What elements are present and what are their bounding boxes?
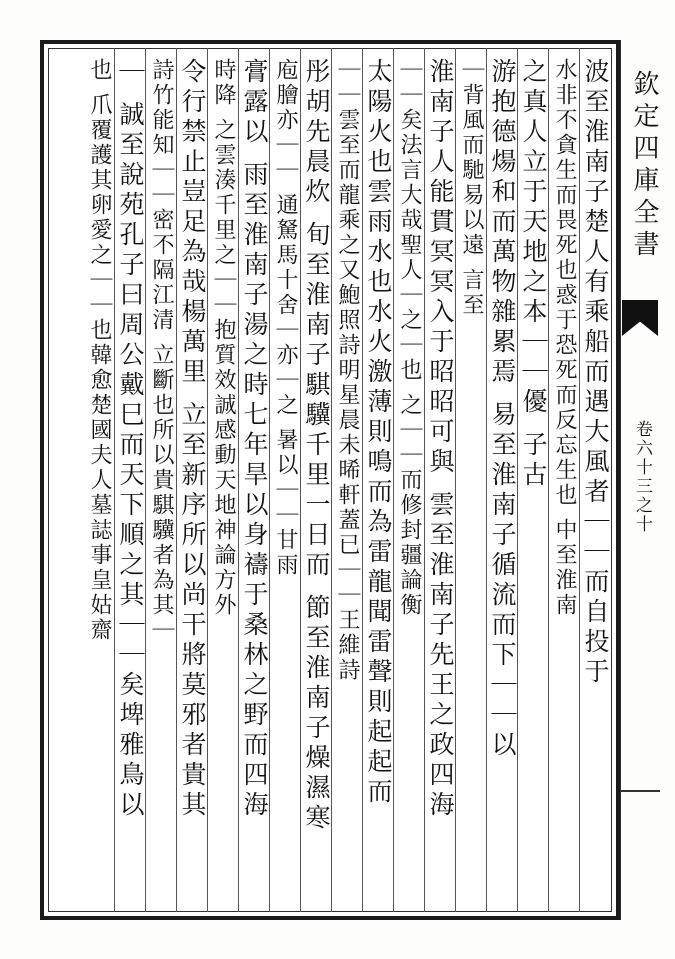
column-rule (455, 48, 456, 912)
text-column-10: 彤胡先晨炊 旬至淮南子騏驥千里一日而 節至淮南子燥濕寒 (302, 58, 331, 834)
column-rule (517, 48, 518, 912)
text-column-4: 游抱德煬和而萬物雜累焉 易至淮南子循流而下｜｜以 (488, 58, 517, 761)
text-column-15: 詩竹能知｜｜密不隔江清 立斷也所以貴騏驥者為其｜ (149, 58, 174, 643)
text-column-13: 時降 之雲湊千里之｜｜抱質效誠感動天地神論方外 (211, 58, 236, 618)
text-column-12: 膏露以 雨至淮南子湯之時七年旱以身禱于桑林之野而四海 (240, 58, 269, 821)
text-column-14: 令行禁止豈足為哉楊萬里 立至新序所以尚干將莫邪者貴其 (178, 58, 207, 821)
text-column-2: 水非不貪生而畏死也惑于恐死而反忘生也 中至淮南 (552, 58, 577, 618)
text-column-3: 之真人立于天地之本｜｜優 子古 (519, 58, 548, 491)
column-rule (300, 48, 301, 912)
column-rule (145, 48, 146, 912)
text-column-5: ｜背風而馳易以遠 言至 (459, 58, 484, 318)
column-rule (579, 48, 580, 912)
text-column-1: 波至淮南子楚人有乘船而遇大風者｜｜而自投于 (581, 58, 610, 688)
column-rule (269, 48, 270, 912)
text-column-11: 庖膾亦｜｜ 通駑馬十舍｜亦｜之 暑以｜｜甘雨 (273, 58, 298, 578)
column-rule (393, 48, 394, 912)
text-column-7: ｜｜矣法言大哉聖人｜之｜也 之｜｜而修封疆論衡 (397, 58, 422, 618)
column-rule (114, 48, 115, 912)
margin-rule (620, 790, 660, 792)
text-column-8: 太陽火也雲雨水也水火激薄則鳴而為雷龍聞雷聲則起起而 (364, 58, 393, 808)
column-rule (486, 48, 487, 912)
text-column-17: 也 爪覆護其卵愛之｜｜也韓愈楚國夫人墓誌事皇姑齋 (87, 58, 112, 643)
margin-juan-number: 卷六十三之十 (632, 420, 652, 534)
column-rule (331, 48, 332, 912)
column-rule (548, 48, 549, 912)
column-rule (424, 48, 425, 912)
column-rule (238, 48, 239, 912)
text-column-6: 淮南子人能貫冥冥入于昭昭可與 雲至淮南子先王之政四海 (426, 58, 455, 821)
column-rule (362, 48, 363, 912)
column-rule (176, 48, 177, 912)
text-column-16: ｜ 誠至說苑孔子曰周公戴巳而天下順之其｜｜矣埤雅鳥以 (116, 58, 145, 821)
margin-title: 欽定四庫全書 (629, 70, 659, 262)
text-column-9: ｜｜雲至而龍乘之又鮑照詩明星晨未晞軒蓋已｜｜王維詩 (335, 58, 360, 683)
column-rule (207, 48, 208, 912)
